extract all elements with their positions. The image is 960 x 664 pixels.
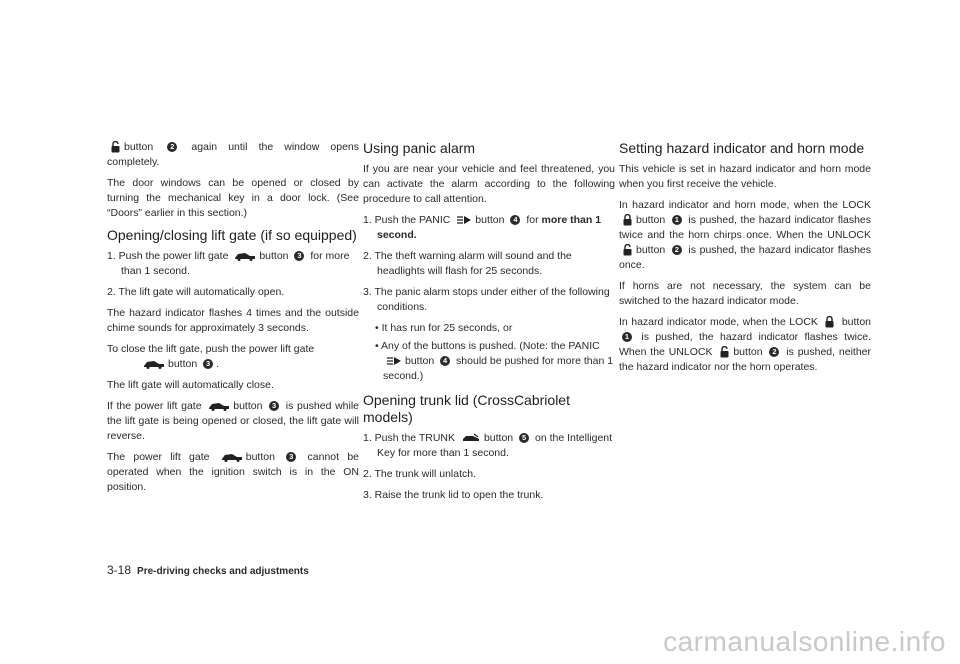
step-2-lift-gate: 2. The lift gate will automatically open.	[107, 286, 285, 298]
button-word: button	[259, 250, 289, 262]
button-word: button	[733, 346, 763, 358]
paragraph-panic-intro: If you are near your vehicle and feel threatened, you can activate the alarm according to the following procedure to call attention.	[363, 163, 615, 205]
text-run: on the Intelligent Key for more than 1 second.	[377, 432, 613, 459]
page-number: 3-18	[107, 563, 132, 577]
liftgate-icon	[234, 251, 256, 261]
callout-number: 2	[167, 142, 177, 152]
button-word: button	[483, 432, 514, 444]
page-footer	[107, 563, 309, 579]
unlock-icon	[719, 346, 730, 358]
text-run: again until the window opens completely.	[107, 141, 359, 168]
callout-number: 3	[286, 452, 296, 462]
heading-trunk-lid: Opening trunk lid (CrossCabriolet models)	[363, 392, 570, 425]
text-run: is pushed, neither the hazard indicator nor the horn operates.	[619, 346, 872, 373]
callout-number: 3	[269, 401, 279, 411]
heading-panic-alarm: Using panic alarm	[363, 140, 476, 156]
step-2-panic: 2. The theft warning alarm will sound and the headlights will flash for 25 seconds.	[363, 250, 572, 277]
paragraph-auto-close: The lift gate will automatically close.	[107, 379, 274, 391]
paragraph-window-open	[107, 140, 359, 170]
callout-number: 2	[769, 347, 779, 357]
callout-number: 2	[672, 245, 682, 255]
paragraph-hazard-horn-mode	[619, 198, 871, 273]
column-middle	[363, 140, 615, 509]
button-word: button	[233, 400, 263, 412]
button-word: button	[475, 214, 505, 226]
paragraph-reverse	[107, 399, 359, 444]
step-1-lift-gate	[107, 249, 359, 279]
callout-number: 4	[510, 215, 520, 225]
text-run: is pushed while the lift gate is being opened or closed, the lift gate will reverse.	[107, 400, 360, 442]
section-title: Pre-driving checks and adjustments	[137, 566, 309, 577]
button-word: button	[841, 316, 872, 328]
text-run: If the power lift gate	[107, 400, 202, 412]
text-run: should be pushed for more than 1 second.)	[383, 355, 614, 382]
liftgate-icon	[143, 359, 165, 369]
text-run: • Any of the buttons is pushed. (Note: the PANIC	[375, 340, 600, 352]
text-emphasis: more than 1 second.	[377, 214, 602, 241]
liftgate-icon	[208, 401, 230, 411]
button-word: button	[405, 355, 435, 367]
text-run: 1. Push the power lift gate	[107, 250, 229, 262]
text-run: for	[526, 214, 539, 226]
callout-number: 3	[203, 359, 213, 369]
text-run: To close the lift gate, push the power lift gate	[107, 343, 315, 355]
heading-lift-gate: Opening/closing lift gate (if so equipped)	[107, 227, 357, 243]
text-run: 1. Push the TRUNK	[363, 432, 456, 444]
paragraph-mechanical-key: The door windows can be opened or closed by turning the mechanical key in a door lock. (See “Doors” earlier in this section.)	[107, 177, 359, 219]
paragraph-horn-not-necessary: If horns are not necessary, the system can be switched to the hazard indicator mode.	[619, 280, 871, 307]
step-1-panic	[363, 213, 615, 243]
column-left	[107, 140, 359, 501]
callout-number: 1	[622, 332, 632, 342]
step-3-trunk: 3. Raise the trunk lid to open the trunk.	[363, 489, 544, 501]
paragraph-default-mode: This vehicle is set in hazard indicator and horn mode when you first receive the vehicle.	[619, 163, 871, 190]
bullet-any-button	[375, 339, 615, 384]
step-2-trunk: 2. The trunk will unlatch.	[363, 468, 477, 480]
text-run: The power lift gate	[107, 451, 210, 463]
text-run: In hazard indicator mode, when the LOCK	[619, 316, 818, 328]
text-run: 1. Push the PANIC	[363, 214, 451, 226]
heading-hazard-horn: Setting hazard indicator and horn mode	[619, 140, 865, 156]
paragraph-close-lift-gate	[107, 342, 359, 372]
text-run: cannot be operated when the ignition switch is in the ON position.	[107, 451, 359, 493]
bullet-run-25s: • It has run for 25 seconds, or	[375, 322, 513, 334]
panic-icon	[456, 215, 472, 225]
paragraph-hazard-flashes: The hazard indicator flashes 4 times and the outside chime sounds for approximately 3 seconds.	[107, 307, 359, 334]
callout-number: 4	[440, 356, 450, 366]
liftgate-icon	[221, 452, 243, 462]
button-word: button	[636, 214, 666, 226]
text-run: is pushed, the hazard indicator flashes twice. When the UNLOCK	[619, 331, 872, 358]
callout-number: 3	[294, 251, 304, 261]
button-word: button	[168, 358, 198, 370]
button-word: button	[636, 244, 666, 256]
button-word: button	[124, 141, 154, 153]
unlock-icon	[110, 141, 121, 153]
text-run: is pushed, the hazard indicator flashes once.	[619, 244, 872, 271]
text-run: .	[216, 358, 220, 370]
unlock-icon	[622, 244, 633, 256]
callout-number: 5	[519, 433, 529, 443]
trunk-icon	[461, 433, 481, 444]
text-run: In hazard indicator and horn mode, when the LOCK	[619, 199, 871, 211]
button-word: button	[245, 451, 275, 463]
step-3-panic: 3. The panic alarm stops under either of the following conditions.	[363, 286, 610, 313]
column-right	[619, 140, 871, 381]
text-run: is pushed, the hazard indicator flashes twice and the horn chirps once. When the UNLOCK	[619, 214, 872, 241]
watermark: carmanualsonline.info	[663, 626, 946, 657]
paragraph-ignition-on	[107, 450, 359, 495]
step-1-trunk	[363, 431, 615, 461]
text-run: for more than 1 second.	[121, 250, 350, 277]
panic-icon	[386, 356, 402, 366]
lock-icon	[622, 214, 633, 226]
callout-number: 1	[672, 215, 682, 225]
paragraph-hazard-mode	[619, 315, 871, 375]
lock-icon	[824, 316, 835, 328]
